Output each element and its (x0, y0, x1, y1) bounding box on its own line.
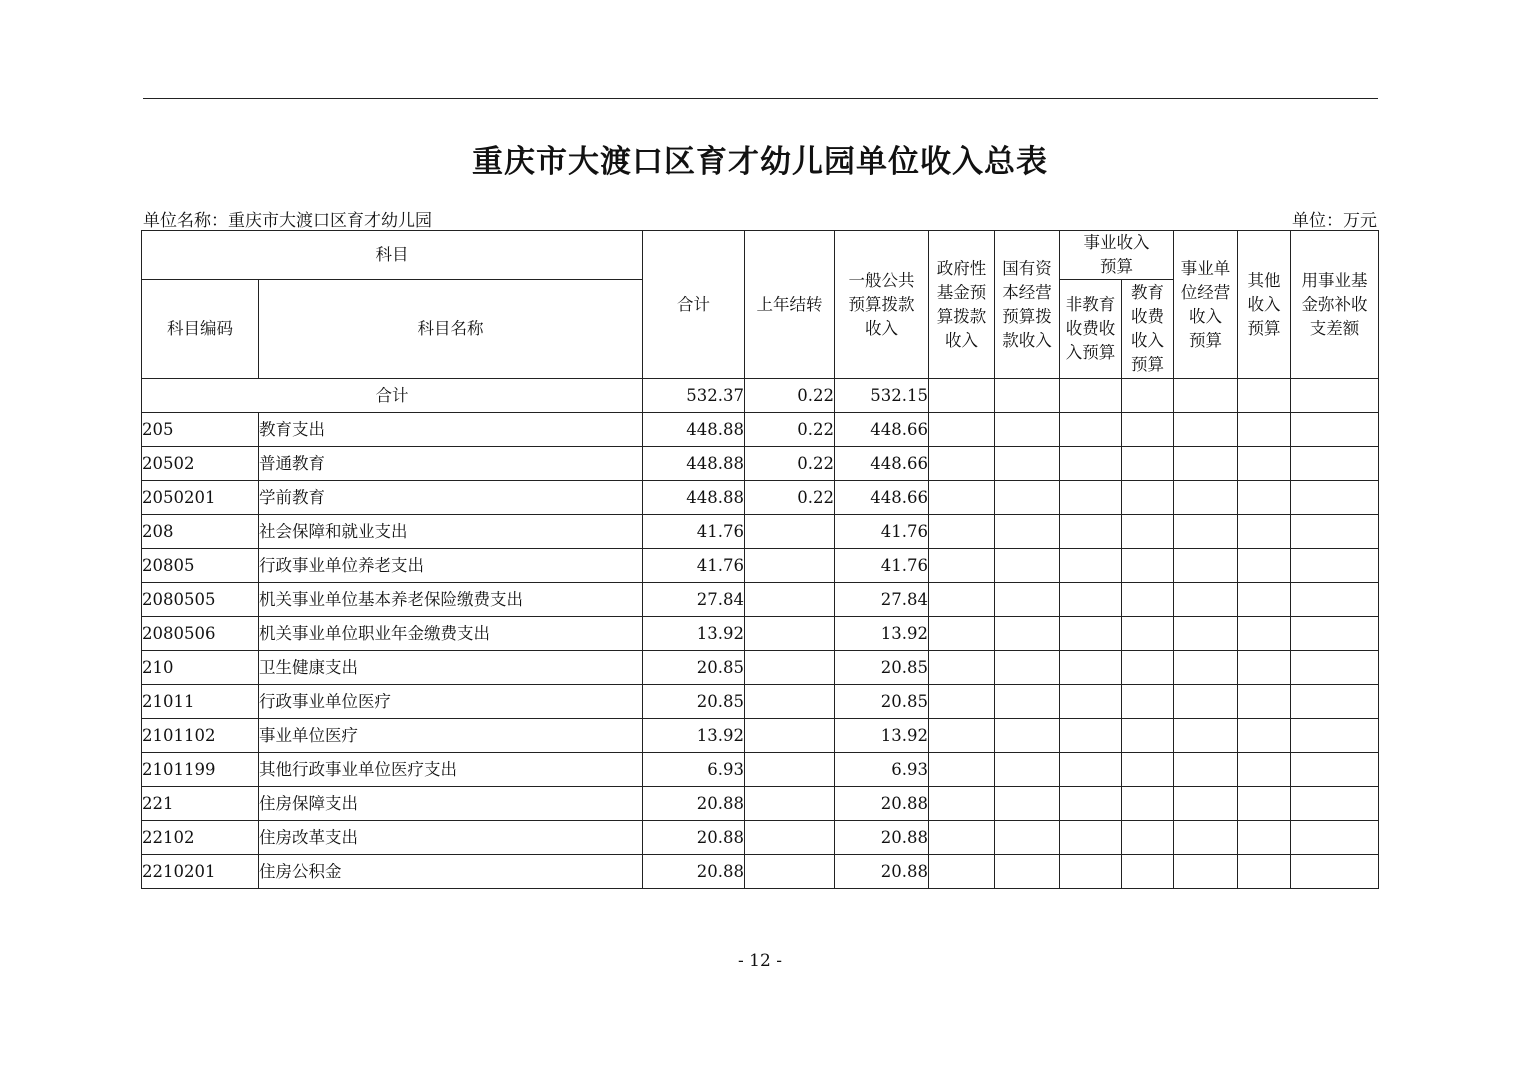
empty-cell (929, 617, 995, 651)
empty-cell (1291, 617, 1379, 651)
income-summary-table (141, 230, 1379, 889)
general-budget-cell: 448.66 (835, 413, 929, 447)
empty-cell (1238, 583, 1291, 617)
empty-cell (1060, 651, 1122, 685)
header-general-budget (835, 231, 929, 379)
unit-name-label: 单位名称：重庆市大渡口区育才幼儿园 (143, 211, 432, 231)
header-gov-fund (929, 231, 995, 379)
general-budget-cell: 20.88 (835, 855, 929, 889)
empty-cell (1238, 447, 1291, 481)
empty-cell (995, 413, 1060, 447)
empty-cell (1238, 855, 1291, 889)
subject-name-cell: 学前教育 (259, 481, 643, 515)
empty-cell (1291, 583, 1379, 617)
header-carryover: 上年结转 (745, 231, 835, 379)
general-budget-cell: 6.93 (835, 753, 929, 787)
general-budget-cell: 448.66 (835, 481, 929, 515)
empty-cell (929, 821, 995, 855)
total-row-total: 532.37 (643, 379, 745, 413)
subject-code-cell: 205 (142, 413, 259, 447)
general-budget-cell: 41.76 (835, 549, 929, 583)
carryover-cell (745, 685, 835, 719)
empty-cell (929, 719, 995, 753)
table-row (142, 413, 1379, 447)
page-title: 重庆市大渡口区育才幼儿园单位收入总表 (472, 144, 1048, 180)
subject-name-cell: 事业单位医疗 (259, 719, 643, 753)
table-row (142, 753, 1379, 787)
empty-cell (1122, 549, 1174, 583)
carryover-cell (745, 821, 835, 855)
empty-cell (1174, 719, 1238, 753)
header-line: 预算拨 (1002, 306, 1052, 326)
header-other-income (1238, 231, 1291, 379)
empty-cell (929, 583, 995, 617)
empty-cell (1174, 753, 1238, 787)
subject-name-cell: 行政事业单位养老支出 (259, 549, 643, 583)
header-subject-code: 科目编码 (142, 280, 259, 379)
header-subject-name: 科目名称 (259, 280, 643, 379)
empty-cell (995, 481, 1060, 515)
total-cell: 6.93 (643, 753, 745, 787)
empty-cell (1060, 583, 1122, 617)
total-row-general: 532.15 (835, 379, 929, 413)
empty-cell (995, 651, 1060, 685)
empty-cell (1174, 447, 1238, 481)
empty-cell (1122, 821, 1174, 855)
empty-cell (995, 447, 1060, 481)
empty-cell (1060, 413, 1122, 447)
general-budget-cell: 20.85 (835, 651, 929, 685)
header-line: 预算 (1100, 257, 1133, 276)
total-row-carryover: 0.22 (745, 379, 835, 413)
empty-cell (995, 617, 1060, 651)
subject-name-cell: 住房改革支出 (259, 821, 643, 855)
empty-cell (1122, 447, 1174, 481)
subject-code-cell: 210 (142, 651, 259, 685)
total-cell: 448.88 (643, 447, 745, 481)
table-row (142, 583, 1379, 617)
header-line: 收费 (1131, 307, 1164, 326)
empty-cell (1122, 753, 1174, 787)
header-line: 支差额 (1309, 318, 1360, 338)
empty-cell (1060, 787, 1122, 821)
subject-code-cell: 2080505 (142, 583, 259, 617)
empty-cell (929, 753, 995, 787)
general-budget-cell: 20.88 (835, 821, 929, 855)
general-budget-cell: 41.76 (835, 515, 929, 549)
carryover-cell (745, 549, 835, 583)
empty-cell (1122, 651, 1174, 685)
general-budget-cell: 20.88 (835, 787, 929, 821)
empty-cell (1122, 617, 1174, 651)
header-line: 事业收入 (1083, 233, 1150, 252)
header-line: 收入 (865, 318, 898, 338)
carryover-cell (745, 719, 835, 753)
empty-cell (1122, 855, 1174, 889)
total-cell: 20.85 (643, 651, 745, 685)
header-fund-offset (1291, 231, 1379, 379)
subject-code-cell: 22102 (142, 821, 259, 855)
header-line: 政府性 (936, 258, 987, 278)
total-cell: 13.92 (643, 617, 745, 651)
total-cell: 20.88 (643, 787, 745, 821)
empty-cell (1060, 855, 1122, 889)
table-row (142, 481, 1379, 515)
total-cell: 20.88 (643, 821, 745, 855)
empty-cell (1238, 821, 1291, 855)
table-row (142, 617, 1379, 651)
general-budget-cell: 13.92 (835, 617, 929, 651)
empty-cell (995, 855, 1060, 889)
empty-cell (995, 719, 1060, 753)
header-line: 事业单 (1180, 258, 1231, 278)
header-rule (143, 98, 1378, 99)
empty-cell (1174, 617, 1238, 651)
empty-cell (1291, 787, 1379, 821)
empty-cell (1291, 413, 1379, 447)
empty-cell (995, 583, 1060, 617)
empty-cell (1238, 515, 1291, 549)
subject-code-cell: 2101199 (142, 753, 259, 787)
empty-cell (1122, 515, 1174, 549)
table-row (142, 787, 1379, 821)
subject-code-cell: 2080506 (142, 617, 259, 651)
subject-code-cell: 20502 (142, 447, 259, 481)
empty-cell (1238, 413, 1291, 447)
table-row (142, 549, 1379, 583)
header-state-capital (995, 231, 1060, 379)
total-cell: 41.76 (643, 515, 745, 549)
header-line: 本经营 (1002, 282, 1052, 302)
empty-cell (929, 515, 995, 549)
header-line: 位经营 (1180, 282, 1231, 302)
header-edu-fee (1122, 280, 1174, 379)
subject-name-cell: 教育支出 (259, 413, 643, 447)
header-line: 收入 (1131, 331, 1164, 350)
empty-cell (1060, 821, 1122, 855)
empty-cell (995, 685, 1060, 719)
total-cell: 20.88 (643, 855, 745, 889)
empty-cell (1238, 787, 1291, 821)
empty-cell (1122, 481, 1174, 515)
header-line: 金弥补收 (1301, 294, 1368, 314)
empty-cell (1060, 719, 1122, 753)
header-line: 基金预 (936, 282, 987, 302)
subject-name-cell: 机关事业单位基本养老保险缴费支出 (259, 583, 643, 617)
empty-cell (995, 753, 1060, 787)
total-row-label: 合计 (142, 379, 643, 413)
empty-cell (995, 549, 1060, 583)
header-line: 预算 (1189, 330, 1222, 350)
header-line: 国有资 (1002, 258, 1052, 278)
subject-code-cell: 20805 (142, 549, 259, 583)
header-line: 一般公共 (848, 270, 915, 290)
empty-cell (1060, 481, 1122, 515)
empty-cell (1291, 651, 1379, 685)
table-row (142, 719, 1379, 753)
empty-cell (1238, 719, 1291, 753)
header-line: 教育 (1131, 283, 1164, 302)
empty-cell (929, 787, 995, 821)
empty-cell (1291, 753, 1379, 787)
carryover-cell: 0.22 (745, 481, 835, 515)
subject-name-cell: 卫生健康支出 (259, 651, 643, 685)
total-cell: 448.88 (643, 481, 745, 515)
empty-cell (1060, 447, 1122, 481)
empty-cell (1174, 515, 1238, 549)
header-line: 算拨款 (936, 306, 987, 326)
empty-cell (1174, 481, 1238, 515)
carryover-cell (745, 617, 835, 651)
empty-cell (1238, 685, 1291, 719)
empty-cell (1174, 413, 1238, 447)
carryover-cell (745, 855, 835, 889)
subject-code-cell: 208 (142, 515, 259, 549)
carryover-cell: 0.22 (745, 413, 835, 447)
empty-cell (1291, 481, 1379, 515)
table-row (142, 515, 1379, 549)
header-line: 收入 (945, 330, 978, 350)
general-budget-cell: 27.84 (835, 583, 929, 617)
empty-cell (1122, 719, 1174, 753)
subject-code-cell: 21011 (142, 685, 259, 719)
empty-cell (1291, 685, 1379, 719)
table-row (142, 855, 1379, 889)
empty-cell (929, 481, 995, 515)
empty-cell (1060, 617, 1122, 651)
header-line: 其他 (1247, 270, 1281, 290)
carryover-cell (745, 753, 835, 787)
header-unit-operating (1174, 231, 1238, 379)
total-row (142, 379, 1379, 413)
header-line: 款收入 (1002, 330, 1052, 350)
empty-cell (1291, 855, 1379, 889)
empty-cell (1238, 549, 1291, 583)
subject-code-cell: 2101102 (142, 719, 259, 753)
carryover-cell (745, 583, 835, 617)
header-line: 预算拨款 (848, 294, 915, 314)
table-row (142, 685, 1379, 719)
header-subject: 科目 (142, 231, 643, 280)
carryover-cell (745, 787, 835, 821)
general-budget-cell: 20.85 (835, 685, 929, 719)
empty-cell (1174, 855, 1238, 889)
header-line: 非教育 (1065, 295, 1116, 314)
carryover-cell: 0.22 (745, 447, 835, 481)
subject-name-cell: 机关事业单位职业年金缴费支出 (259, 617, 643, 651)
header-line: 收费收 (1065, 319, 1116, 338)
empty-cell (1122, 685, 1174, 719)
header-line: 收入 (1247, 294, 1281, 314)
subject-name-cell: 社会保障和就业支出 (259, 515, 643, 549)
subject-name-cell: 普通教育 (259, 447, 643, 481)
header-total: 合计 (643, 231, 745, 379)
subject-name-cell: 行政事业单位医疗 (259, 685, 643, 719)
empty-cell (1122, 787, 1174, 821)
subject-name-cell: 住房公积金 (259, 855, 643, 889)
total-cell: 41.76 (643, 549, 745, 583)
subject-name-cell: 住房保障支出 (259, 787, 643, 821)
header-line: 入预算 (1065, 343, 1116, 362)
empty-cell (1174, 549, 1238, 583)
general-budget-cell: 448.66 (835, 447, 929, 481)
subject-code-cell: 2050201 (142, 481, 259, 515)
subject-code-cell: 221 (142, 787, 259, 821)
empty-cell (1238, 651, 1291, 685)
empty-cell (929, 685, 995, 719)
page-number: - 12 - (738, 951, 782, 971)
carryover-cell (745, 651, 835, 685)
empty-cell (1174, 685, 1238, 719)
empty-cell (995, 787, 1060, 821)
empty-cell (1174, 651, 1238, 685)
total-cell: 448.88 (643, 413, 745, 447)
empty-cell (1122, 413, 1174, 447)
empty-cell (995, 821, 1060, 855)
total-cell: 27.84 (643, 583, 745, 617)
table-row (142, 821, 1379, 855)
empty-cell (929, 549, 995, 583)
empty-cell (1060, 515, 1122, 549)
subject-name-cell: 其他行政事业单位医疗支出 (259, 753, 643, 787)
empty-cell (929, 651, 995, 685)
header-line: 预算 (1131, 355, 1164, 374)
empty-cell (1291, 821, 1379, 855)
currency-unit-label: 单位：万元 (1292, 211, 1377, 231)
empty-cell (1122, 583, 1174, 617)
empty-cell (1291, 719, 1379, 753)
empty-cell (1060, 549, 1122, 583)
carryover-cell (745, 515, 835, 549)
empty-cell (1238, 617, 1291, 651)
header-non-edu-fee (1060, 280, 1122, 379)
subject-code-cell: 2210201 (142, 855, 259, 889)
empty-cell (1238, 481, 1291, 515)
header-line: 收入 (1189, 306, 1222, 326)
table-row (142, 651, 1379, 685)
header-line: 预算 (1247, 318, 1281, 338)
header-line: 用事业基 (1301, 270, 1368, 290)
empty-cell (995, 515, 1060, 549)
empty-cell (1060, 685, 1122, 719)
empty-cell (929, 855, 995, 889)
empty-cell (929, 447, 995, 481)
empty-cell (929, 413, 995, 447)
total-cell: 20.85 (643, 685, 745, 719)
empty-cell (1174, 583, 1238, 617)
empty-cell (1174, 821, 1238, 855)
total-cell: 13.92 (643, 719, 745, 753)
empty-cell (1291, 447, 1379, 481)
empty-cell (1060, 753, 1122, 787)
table-row (142, 447, 1379, 481)
empty-cell (1174, 787, 1238, 821)
general-budget-cell: 13.92 (835, 719, 929, 753)
empty-cell (1291, 515, 1379, 549)
header-enterprise-income (1060, 231, 1174, 280)
empty-cell (1291, 549, 1379, 583)
empty-cell (1238, 753, 1291, 787)
